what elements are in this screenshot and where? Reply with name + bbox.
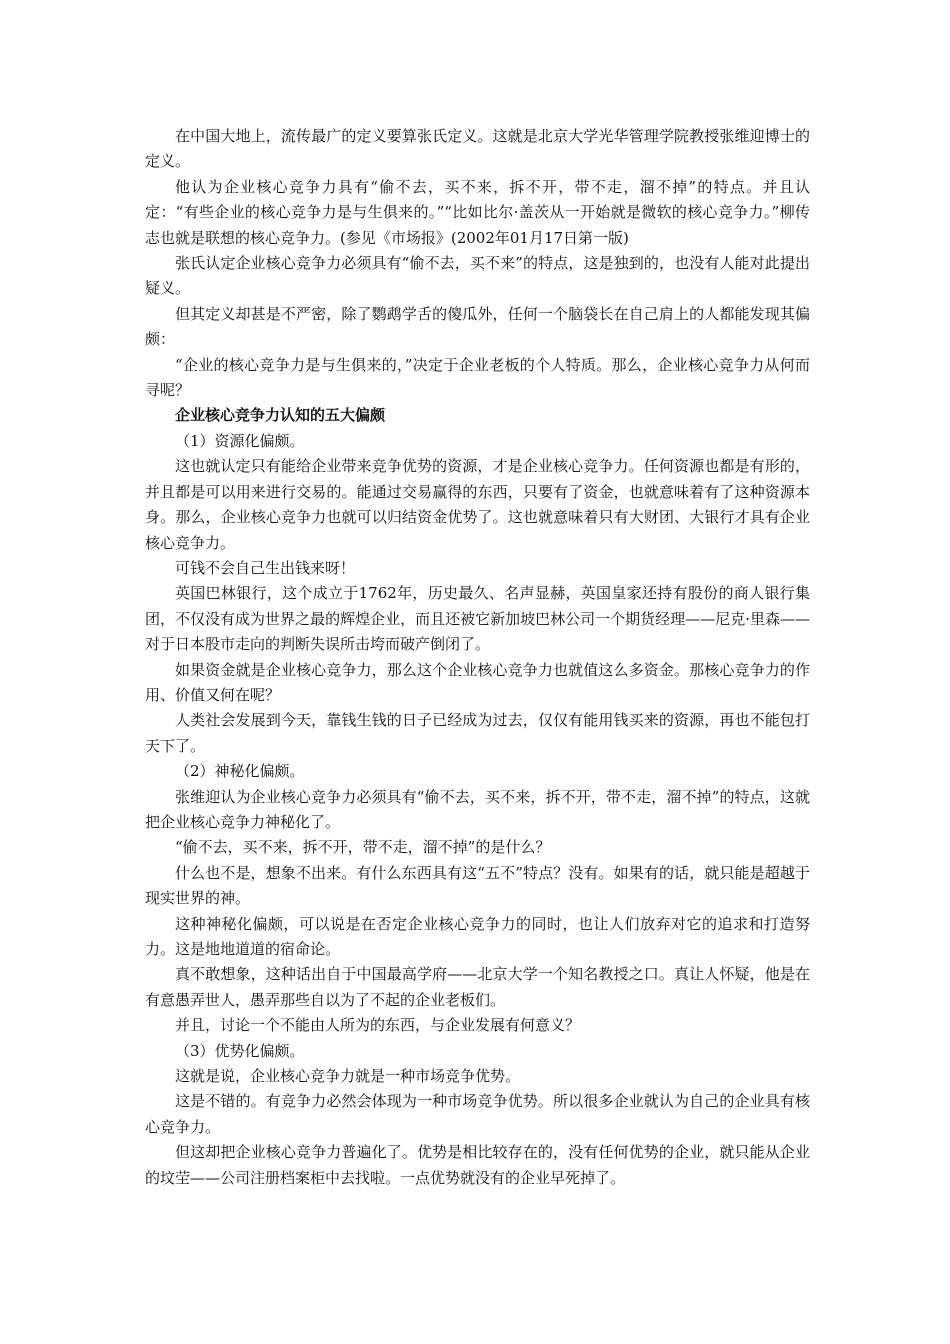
section-label-resource: （1）资源化偏颇。: [175, 431, 305, 450]
paragraph: 英国巴林银行，这个成立于1762年，历史最久、名声显赫，英国皇家还持有股份的商人银行集团，不仅没有成为世界之最的辉煌企业，而且还被它新加坡巴林公司一个期货经理——尼克·里森——对于日本股市走向的判断失误所击垮而破产倒闭了。: [145, 584, 810, 654]
paragraph: 张氏认定企业核心竞争力必须具有“偷不去，买不来”的特点，这是独到的，也没有人能对此提出疑义。: [145, 254, 810, 298]
section-heading: 企业核心竞争力认知的五大偏颇: [175, 406, 386, 425]
section-label-mystery: （2）神秘化偏颇。: [175, 762, 305, 781]
paragraph: 真不敢想象，这种话出自于中国最高学府——北京大学一个知名教授之口。真让人怀疑，他是在有意愚弄世人，愚弄那些自以为了不起的企业老板们。: [145, 965, 810, 1009]
paragraph: 在中国大地上，流传最广的定义要算张氏定义。这就是北京大学光华管理学院教授张维迎博士的定义。: [145, 127, 810, 171]
paragraph: 并且，讨论一个不能由人所为的东西，与企业发展有何意义？: [175, 1016, 581, 1035]
paragraph: 如果资金就是企业核心竞争力，那么这个企业核心竞争力也就值这么多资金。那核心竞争力的作用、价值又何在呢？: [145, 660, 810, 704]
paragraph: “企业的核心竞争力是与生俱来的，”决定于企业老板的个人特质。那么，企业核心竞争力从何而寻呢？: [145, 355, 810, 400]
paragraph: 他认为企业核心竞争力具有“偷不去，买不来，拆不开，带不走，溜不掉”的特点。并且认定：“有些企业的核心竞争力是与生俱来的。”“比如比尔·盖茨从一开始就是微软的核心竞争力。”柳传志也就是联想的核心竞争力。(参见《市场报》(2002年01月17日第一版): [145, 177, 810, 247]
paragraph: 张维迎认为企业核心竞争力必须具有“偷不去，买不来，拆不开，带不走，溜不掉”的特点，这就把企业核心竞争力神秘化了。: [145, 787, 810, 831]
paragraph: 但这却把企业核心竞争力普遍化了。优势是相比较存在的，没有任何优势的企业，就只能从企业的坟茔——公司注册档案柜中去找啦。一点优势就没有的企业早死掉了。: [145, 1143, 810, 1187]
paragraph: 人类社会发展到今天，靠钱生钱的日子已经成为过去，仅仅有能用钱买来的资源，再也不能包打天下了。: [145, 711, 810, 755]
paragraph: 这是不错的。有竞争力必然会体现为一种市场竞争优势。所以很多企业就认为自己的企业具有核心竞争力。: [145, 1092, 810, 1136]
paragraph: 但其定义却甚是不严密，除了鹦鹉学舌的傻瓜外，任何一个脑袋长在自己肩上的人都能发现其偏颇：: [145, 304, 810, 349]
paragraph: “偷不去，买不来，拆不开，带不走，溜不掉”的是什么？: [175, 838, 551, 857]
paragraph: 可钱不会自己生出钱来呀！: [175, 558, 356, 577]
section-label-advantage: （3）优势化偏颇。: [175, 1041, 305, 1060]
paragraph: 这就是说，企业核心竞争力就是一种市场竞争优势。: [175, 1067, 521, 1086]
document-page: [145, 124, 810, 1191]
paragraph: 这也就认定只有能给企业带来竞争优势的资源，才是企业核心竞争力。任何资源也都是有形的，并且都是可以用来进行交易的。能通过交易赢得的东西，只要有了资金，也就意味着有了这种资源本身。那么，企业核心竞争力也就可以归结资金优势了。这也就意味着只有大财团、大银行才具有企业核心竞争力。: [145, 457, 810, 552]
paragraph: 什么也不是，想象不出来。有什么东西具有这“五不”特点？没有。如果有的话，就只能是超越于现实世界的神。: [145, 863, 810, 908]
paragraph: 这种神秘化偏颇，可以说是在否定企业核心竞争力的同时，也让人们放弃对它的追求和打造努力。这是地地道道的宿命论。: [145, 914, 810, 958]
